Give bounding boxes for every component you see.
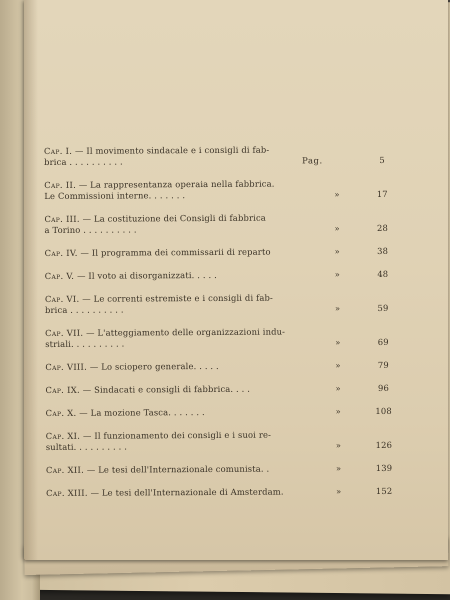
- toc-entry: [44, 178, 429, 202]
- chapter-title: brica . . . . . . . . . .: [44, 304, 124, 315]
- toc-entry: [45, 269, 430, 282]
- toc-line: [46, 406, 431, 419]
- chapter-number: Cap. VIII.: [45, 361, 88, 372]
- chapter-title: sultati. . . . . . . . . .: [45, 441, 128, 452]
- ditto-mark: »: [334, 189, 340, 200]
- toc-entry: [45, 383, 430, 396]
- page-number: 28: [376, 222, 389, 233]
- chapter-title: — La rappresentanza operaia nella fabbrica.: [78, 178, 275, 190]
- toc-entry: [44, 212, 429, 236]
- ditto-mark: »: [335, 360, 341, 371]
- chapter-number: Cap. VI.: [44, 293, 80, 304]
- page-number: 69: [377, 336, 389, 347]
- page-number: 5: [379, 154, 385, 165]
- chapter-title: — Le tesi dell'Internazionale di Amsterdam.: [90, 486, 284, 498]
- chapter-title: — L'atteggiamento delle organizzazioni indu-: [86, 326, 286, 338]
- chapter-title: — Il voto ai disorganizzati. . . . .: [77, 269, 217, 281]
- page-number: 17: [376, 188, 388, 199]
- chapter-title: striali. . . . . . . . . .: [45, 338, 125, 349]
- toc-entry: [46, 463, 431, 476]
- chapter-number: Cap. IV.: [44, 247, 78, 258]
- chapter-number: Cap. II.: [44, 179, 77, 190]
- chapter-title: Le Commissioni interne. . . . . . .: [44, 190, 186, 201]
- chapter-number: Cap. X.: [45, 407, 77, 418]
- table-of-contents: [44, 144, 431, 499]
- chapter-title: — Il programma dei commissarii di reparto: [80, 246, 271, 258]
- ditto-mark: »: [334, 246, 340, 257]
- chapter-number: Cap. III.: [44, 213, 80, 224]
- ditto-mark: »: [334, 223, 340, 234]
- chapter-number: Cap. I.: [44, 145, 73, 156]
- ditto-mark: »: [335, 440, 342, 451]
- ditto-mark: »: [334, 303, 341, 314]
- gutter-shadow: [24, 0, 38, 560]
- toc-line: [45, 303, 430, 316]
- toc-entry: [45, 326, 430, 350]
- toc-line: [45, 269, 430, 282]
- chapter-title: — Il funzionamento dei consigli e i suoi re-: [82, 429, 272, 441]
- toc-entry: [44, 144, 429, 168]
- toc-entry: [46, 429, 431, 453]
- ditto-mark: »: [335, 463, 342, 474]
- page-number: 96: [377, 382, 389, 393]
- chapter-title: a Torino . . . . . . . . . .: [44, 224, 137, 235]
- toc-entry: [46, 486, 431, 499]
- ditto-mark: »: [334, 269, 341, 280]
- page-number: 59: [377, 302, 389, 313]
- ditto-mark: »: [335, 406, 341, 417]
- toc-line: [44, 189, 429, 202]
- chapter-title: — Le tesi dell'Internazionale comunista. .: [86, 463, 270, 475]
- chapter-number: Cap. XI.: [45, 430, 81, 441]
- chapter-number: Cap. V.: [44, 270, 75, 281]
- ditto-mark: »: [335, 337, 341, 348]
- page-number: 38: [377, 245, 389, 256]
- chapter-number: Cap. XIII.: [46, 487, 88, 498]
- chapter-title: — Sindacati e consigli di fabbrica. . . .: [82, 383, 251, 395]
- page-number: 79: [377, 359, 389, 370]
- toc-entry: [45, 360, 430, 373]
- toc-entry: [45, 292, 430, 316]
- toc-line: [45, 246, 430, 259]
- toc-line: [44, 155, 429, 168]
- toc-line: [46, 463, 431, 476]
- chapter-number: Cap. XII.: [45, 464, 85, 475]
- toc-entry: [46, 406, 431, 419]
- page-number: 108: [375, 405, 392, 416]
- toc-line: [45, 383, 430, 396]
- page-number: 152: [375, 485, 393, 496]
- ditto-mark: »: [335, 383, 341, 394]
- toc-line: [46, 440, 431, 453]
- chapter-number: Cap. VII.: [45, 327, 84, 338]
- page-number: 139: [375, 462, 393, 473]
- toc-entry: [45, 246, 430, 259]
- chapter-number: Cap. IX.: [45, 384, 80, 395]
- chapter-title: — La costituzione dei Consigli di fabbrica: [82, 212, 266, 224]
- chapter-title: — Le correnti estremiste e i consigli di fab-: [82, 292, 273, 304]
- page-number: 126: [375, 439, 393, 450]
- toc-line: [46, 486, 431, 499]
- page-label: Pag.: [302, 155, 323, 166]
- toc-line: [45, 337, 430, 350]
- chapter-title: — Lo sciopero generale. . . . .: [89, 360, 219, 372]
- toc-line: [45, 360, 430, 373]
- chapter-title: — Il movimento sindacale e i consigli di fab-: [74, 144, 270, 156]
- toc-line: [44, 223, 429, 236]
- chapter-title: — La mozione Tasca. . . . . . .: [79, 407, 205, 418]
- chapter-title: brica . . . . . . . . . .: [44, 156, 123, 167]
- ditto-mark: »: [336, 486, 342, 497]
- page-number: 48: [377, 268, 389, 279]
